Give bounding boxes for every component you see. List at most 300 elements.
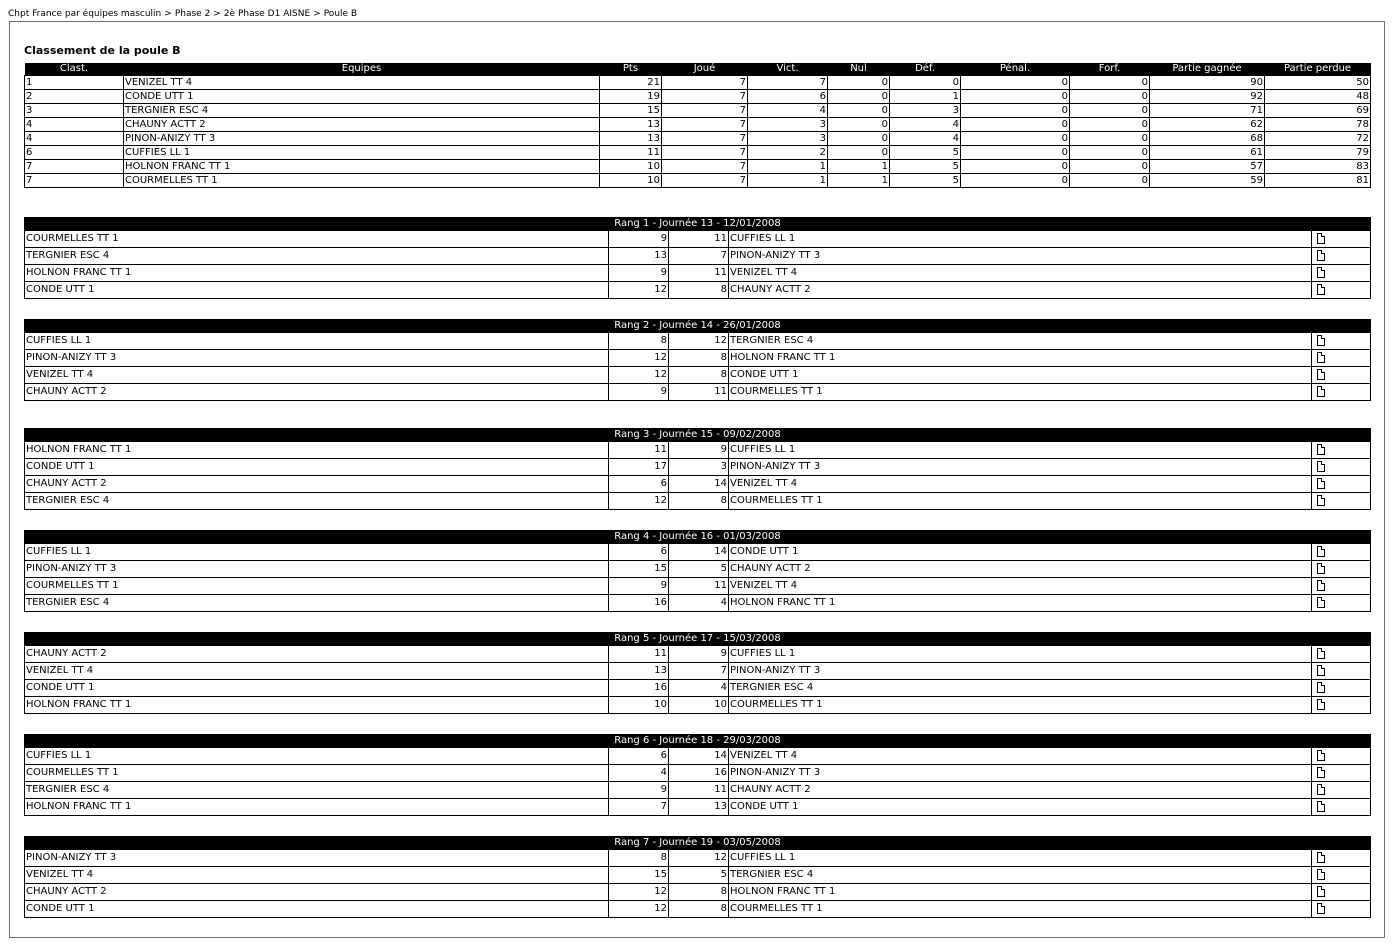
away-score: 11 xyxy=(669,578,729,595)
document-icon[interactable] xyxy=(1317,369,1325,380)
document-icon[interactable] xyxy=(1317,903,1325,914)
stat-cell: 50 xyxy=(1265,76,1371,90)
away-score: 14 xyxy=(669,748,729,765)
document-icon[interactable] xyxy=(1317,767,1325,778)
match-sheet-cell[interactable] xyxy=(1312,867,1371,884)
match-sheet-cell[interactable] xyxy=(1312,884,1371,901)
match-row xyxy=(25,799,1371,816)
document-icon[interactable] xyxy=(1317,386,1325,397)
home-team[interactable]: CHAUNY ACTT 2 xyxy=(25,384,609,401)
stat-cell: 3 xyxy=(748,132,828,146)
stat-cell: 68 xyxy=(1150,132,1265,146)
home-team[interactable]: VENIZEL TT 4 xyxy=(25,367,609,384)
stat-cell: 10 xyxy=(600,174,662,188)
away-team[interactable]: CHAUNY ACTT 2 xyxy=(729,561,1312,578)
stat-cell: 5 xyxy=(890,160,961,174)
stat-cell: 2 xyxy=(748,146,828,160)
match-sheet-cell[interactable] xyxy=(1312,799,1371,816)
match-row xyxy=(25,697,1371,714)
rank-cell: 1 xyxy=(25,76,124,90)
team-name[interactable]: CHAUNY ACTT 2 xyxy=(124,118,600,132)
round-title: Rang 6 - Journée 18 - 29/03/2008 xyxy=(25,735,1371,748)
match-sheet-cell[interactable] xyxy=(1312,680,1371,697)
stat-cell: 4 xyxy=(890,118,961,132)
stat-cell: 0 xyxy=(828,104,890,118)
team-name[interactable]: TERGNIER ESC 4 xyxy=(124,104,600,118)
stat-cell: 78 xyxy=(1265,118,1371,132)
stat-cell: 4 xyxy=(890,132,961,146)
breadcrumb-separator: > xyxy=(164,9,172,19)
match-sheet-cell[interactable] xyxy=(1312,578,1371,595)
stat-cell: 92 xyxy=(1150,90,1265,104)
home-score: 12 xyxy=(609,350,669,367)
away-team[interactable]: VENIZEL TT 4 xyxy=(729,476,1312,493)
standings-row xyxy=(25,76,1371,90)
stat-cell: 0 xyxy=(1070,146,1150,160)
away-score: 8 xyxy=(669,884,729,901)
match-sheet-cell[interactable] xyxy=(1312,459,1371,476)
away-team[interactable]: VENIZEL TT 4 xyxy=(729,265,1312,282)
round-table xyxy=(24,836,1371,918)
match-row xyxy=(25,561,1371,578)
stat-cell: 7 xyxy=(662,174,748,188)
home-score: 13 xyxy=(609,248,669,265)
round-header-row xyxy=(25,218,1371,231)
document-icon[interactable] xyxy=(1317,546,1325,557)
away-team[interactable]: CONDE UTT 1 xyxy=(729,799,1312,816)
document-icon[interactable] xyxy=(1317,665,1325,676)
team-name[interactable]: COURMELLES TT 1 xyxy=(124,174,600,188)
home-team[interactable]: PINON-ANIZY TT 3 xyxy=(25,561,609,578)
home-score: 12 xyxy=(609,282,669,299)
stat-cell: 0 xyxy=(890,76,961,90)
home-team[interactable]: CONDE UTT 1 xyxy=(25,459,609,476)
home-team[interactable]: COURMELLES TT 1 xyxy=(25,765,609,782)
stat-cell: 7 xyxy=(748,76,828,90)
away-score: 4 xyxy=(669,595,729,612)
away-team[interactable]: COURMELLES TT 1 xyxy=(729,493,1312,510)
breadcrumb-item[interactable]: Phase 2 xyxy=(174,9,211,19)
away-team[interactable]: TERGNIER ESC 4 xyxy=(729,867,1312,884)
stat-cell: 1 xyxy=(890,90,961,104)
home-team[interactable]: TERGNIER ESC 4 xyxy=(25,248,609,265)
match-sheet-cell[interactable] xyxy=(1312,231,1371,248)
document-icon[interactable] xyxy=(1317,648,1325,659)
stat-cell: 1 xyxy=(748,174,828,188)
away-score: 12 xyxy=(669,850,729,867)
document-icon[interactable] xyxy=(1317,563,1325,574)
rank-cell: 3 xyxy=(25,104,124,118)
match-row xyxy=(25,333,1371,350)
round-table xyxy=(24,428,1371,510)
round-header-row xyxy=(25,320,1371,333)
home-team[interactable]: TERGNIER ESC 4 xyxy=(25,782,609,799)
match-row xyxy=(25,282,1371,299)
stat-cell: 19 xyxy=(600,90,662,104)
match-sheet-cell[interactable] xyxy=(1312,544,1371,561)
away-score: 9 xyxy=(669,646,729,663)
column-header: Nul xyxy=(828,63,890,76)
match-row xyxy=(25,646,1371,663)
match-row xyxy=(25,782,1371,799)
home-team[interactable]: TERGNIER ESC 4 xyxy=(25,493,609,510)
home-team[interactable]: COURMELLES TT 1 xyxy=(25,578,609,595)
stat-cell: 48 xyxy=(1265,90,1371,104)
away-team[interactable]: HOLNON FRANC TT 1 xyxy=(729,884,1312,901)
stat-cell: 5 xyxy=(890,174,961,188)
stat-cell: 69 xyxy=(1265,104,1371,118)
stat-cell: 0 xyxy=(961,160,1070,174)
stat-cell: 72 xyxy=(1265,132,1371,146)
away-score: 14 xyxy=(669,476,729,493)
document-icon[interactable] xyxy=(1317,352,1325,363)
away-team[interactable]: PINON-ANIZY TT 3 xyxy=(729,248,1312,265)
stat-cell: 1 xyxy=(828,174,890,188)
stat-cell: 7 xyxy=(662,90,748,104)
away-score: 8 xyxy=(669,367,729,384)
stat-cell: 7 xyxy=(662,132,748,146)
stat-cell: 0 xyxy=(828,146,890,160)
document-icon[interactable] xyxy=(1317,580,1325,591)
home-team[interactable]: COURMELLES TT 1 xyxy=(25,231,609,248)
breadcrumb-separator: > xyxy=(213,9,221,19)
stat-cell: 3 xyxy=(748,118,828,132)
match-sheet-cell[interactable] xyxy=(1312,595,1371,612)
stat-cell: 1 xyxy=(828,160,890,174)
match-row xyxy=(25,493,1371,510)
match-sheet-cell[interactable] xyxy=(1312,282,1371,299)
home-team[interactable]: CHAUNY ACTT 2 xyxy=(25,884,609,901)
match-sheet-cell[interactable] xyxy=(1312,493,1371,510)
home-score: 17 xyxy=(609,459,669,476)
match-sheet-cell[interactable] xyxy=(1312,765,1371,782)
away-score: 12 xyxy=(669,333,729,350)
breadcrumb-item[interactable]: Chpt France par équipes masculin xyxy=(8,9,162,19)
document-icon[interactable] xyxy=(1317,784,1325,795)
column-header: Forf. xyxy=(1070,63,1150,76)
stat-cell: 57 xyxy=(1150,160,1265,174)
stat-cell: 4 xyxy=(748,104,828,118)
stat-cell: 0 xyxy=(961,90,1070,104)
home-score: 9 xyxy=(609,231,669,248)
team-name[interactable]: VENIZEL TT 4 xyxy=(124,76,600,90)
home-team[interactable]: CONDE UTT 1 xyxy=(25,680,609,697)
column-header: Pts xyxy=(600,63,662,76)
home-score: 15 xyxy=(609,867,669,884)
match-sheet-cell[interactable] xyxy=(1312,646,1371,663)
match-row xyxy=(25,884,1371,901)
rank-cell: 7 xyxy=(25,174,124,188)
match-sheet-cell[interactable] xyxy=(1312,442,1371,459)
away-team[interactable]: CHAUNY ACTT 2 xyxy=(729,782,1312,799)
home-score: 11 xyxy=(609,442,669,459)
away-team[interactable]: COURMELLES TT 1 xyxy=(729,697,1312,714)
stat-cell: 0 xyxy=(1070,118,1150,132)
stat-cell: 13 xyxy=(600,132,662,146)
round-title: Rang 2 - Journée 14 - 26/01/2008 xyxy=(25,320,1371,333)
document-icon[interactable] xyxy=(1317,233,1325,244)
stat-cell: 21 xyxy=(600,76,662,90)
match-row xyxy=(25,901,1371,918)
away-score: 5 xyxy=(669,561,729,578)
stat-cell: 7 xyxy=(662,160,748,174)
match-row xyxy=(25,680,1371,697)
away-score: 11 xyxy=(669,782,729,799)
stat-cell: 0 xyxy=(961,174,1070,188)
match-sheet-cell[interactable] xyxy=(1312,561,1371,578)
match-sheet-cell[interactable] xyxy=(1312,850,1371,867)
away-score: 5 xyxy=(669,867,729,884)
away-team[interactable]: HOLNON FRANC TT 1 xyxy=(729,595,1312,612)
away-team[interactable]: PINON-ANIZY TT 3 xyxy=(729,765,1312,782)
home-score: 8 xyxy=(609,333,669,350)
home-team[interactable]: CHAUNY ACTT 2 xyxy=(25,476,609,493)
away-team[interactable]: VENIZEL TT 4 xyxy=(729,748,1312,765)
stat-cell: 0 xyxy=(1070,76,1150,90)
document-icon[interactable] xyxy=(1317,886,1325,897)
match-sheet-cell[interactable] xyxy=(1312,384,1371,401)
document-icon[interactable] xyxy=(1317,682,1325,693)
home-score: 6 xyxy=(609,476,669,493)
match-sheet-cell[interactable] xyxy=(1312,367,1371,384)
stat-cell: 71 xyxy=(1150,104,1265,118)
match-sheet-cell[interactable] xyxy=(1312,248,1371,265)
team-name[interactable]: CUFFIES LL 1 xyxy=(124,146,600,160)
standings-row xyxy=(25,132,1371,146)
round-table xyxy=(24,734,1371,816)
rank-cell: 7 xyxy=(25,160,124,174)
round-title: Rang 4 - Journée 16 - 01/03/2008 xyxy=(25,531,1371,544)
match-row xyxy=(25,748,1371,765)
home-team[interactable]: HOLNON FRANC TT 1 xyxy=(25,265,609,282)
team-name[interactable]: PINON-ANIZY TT 3 xyxy=(124,132,600,146)
away-score: 8 xyxy=(669,493,729,510)
home-score: 15 xyxy=(609,561,669,578)
away-score: 11 xyxy=(669,265,729,282)
home-team[interactable]: HOLNON FRANC TT 1 xyxy=(25,799,609,816)
round-header-row xyxy=(25,429,1371,442)
document-icon[interactable] xyxy=(1317,461,1325,472)
away-team[interactable]: CUFFIES LL 1 xyxy=(729,646,1312,663)
home-score: 12 xyxy=(609,493,669,510)
away-score: 7 xyxy=(669,248,729,265)
match-row xyxy=(25,578,1371,595)
column-header: Equipes xyxy=(124,63,600,76)
standings-row xyxy=(25,160,1371,174)
away-score: 14 xyxy=(669,544,729,561)
match-sheet-cell[interactable] xyxy=(1312,901,1371,918)
document-icon[interactable] xyxy=(1317,597,1325,608)
home-team[interactable]: CUFFIES LL 1 xyxy=(25,333,609,350)
stat-cell: 1 xyxy=(748,160,828,174)
stat-cell: 7 xyxy=(662,146,748,160)
round-title: Rang 5 - Journée 17 - 15/03/2008 xyxy=(25,633,1371,646)
stat-cell: 0 xyxy=(828,118,890,132)
match-row xyxy=(25,476,1371,493)
away-team[interactable]: HOLNON FRANC TT 1 xyxy=(729,350,1312,367)
stat-cell: 0 xyxy=(828,132,890,146)
column-header: Clast. xyxy=(25,63,124,76)
stat-cell: 15 xyxy=(600,104,662,118)
team-name[interactable]: HOLNON FRANC TT 1 xyxy=(124,160,600,174)
stat-cell: 7 xyxy=(662,104,748,118)
breadcrumb-separator: > xyxy=(313,9,321,19)
match-row xyxy=(25,265,1371,282)
standings-row xyxy=(25,104,1371,118)
breadcrumb-item[interactable]: Poule B xyxy=(323,9,358,19)
away-team[interactable]: CONDE UTT 1 xyxy=(729,367,1312,384)
home-team[interactable]: TERGNIER ESC 4 xyxy=(25,595,609,612)
rank-cell: 4 xyxy=(25,132,124,146)
stat-cell: 0 xyxy=(1070,104,1150,118)
round-header-row xyxy=(25,633,1371,646)
document-icon[interactable] xyxy=(1317,869,1325,880)
document-icon[interactable] xyxy=(1317,852,1325,863)
match-sheet-cell[interactable] xyxy=(1312,265,1371,282)
home-team[interactable]: PINON-ANIZY TT 3 xyxy=(25,350,609,367)
standings-row xyxy=(25,174,1371,188)
home-score: 6 xyxy=(609,544,669,561)
stat-cell: 10 xyxy=(600,160,662,174)
home-score: 9 xyxy=(609,578,669,595)
column-header: Partie perdue xyxy=(1265,63,1371,76)
away-score: 11 xyxy=(669,384,729,401)
stat-cell: 0 xyxy=(1070,160,1150,174)
stat-cell: 0 xyxy=(828,90,890,104)
stat-cell: 83 xyxy=(1265,160,1371,174)
page-title: Classement de la poule B xyxy=(24,44,181,57)
away-score: 16 xyxy=(669,765,729,782)
document-icon[interactable] xyxy=(1317,250,1325,261)
home-team[interactable]: CUFFIES LL 1 xyxy=(25,544,609,561)
match-sheet-cell[interactable] xyxy=(1312,333,1371,350)
match-row xyxy=(25,248,1371,265)
away-team[interactable]: VENIZEL TT 4 xyxy=(729,578,1312,595)
breadcrumb-item[interactable]: 2è Phase D1 AISNE xyxy=(223,9,311,19)
match-row xyxy=(25,663,1371,680)
document-icon[interactable] xyxy=(1317,801,1325,812)
home-team[interactable]: VENIZEL TT 4 xyxy=(25,663,609,680)
stat-cell: 6 xyxy=(748,90,828,104)
away-team[interactable]: PINON-ANIZY TT 3 xyxy=(729,663,1312,680)
away-score: 8 xyxy=(669,901,729,918)
document-icon[interactable] xyxy=(1317,750,1325,761)
stat-cell: 81 xyxy=(1265,174,1371,188)
column-header: Pénal. xyxy=(961,63,1070,76)
standings-row xyxy=(25,118,1371,132)
away-score: 4 xyxy=(669,680,729,697)
away-team[interactable]: PINON-ANIZY TT 3 xyxy=(729,459,1312,476)
match-row xyxy=(25,442,1371,459)
match-row xyxy=(25,544,1371,561)
stat-cell: 0 xyxy=(1070,90,1150,104)
home-score: 9 xyxy=(609,265,669,282)
document-icon[interactable] xyxy=(1317,478,1325,489)
home-team[interactable]: HOLNON FRANC TT 1 xyxy=(25,442,609,459)
home-team[interactable]: HOLNON FRANC TT 1 xyxy=(25,697,609,714)
stat-cell: 61 xyxy=(1150,146,1265,160)
away-score: 9 xyxy=(669,442,729,459)
away-team[interactable]: COURMELLES TT 1 xyxy=(729,384,1312,401)
stat-cell: 0 xyxy=(828,76,890,90)
home-team[interactable]: PINON-ANIZY TT 3 xyxy=(25,850,609,867)
round-table xyxy=(24,632,1371,714)
home-score: 11 xyxy=(609,646,669,663)
document-icon[interactable] xyxy=(1317,284,1325,295)
home-team[interactable]: CHAUNY ACTT 2 xyxy=(25,646,609,663)
home-team[interactable]: CUFFIES LL 1 xyxy=(25,748,609,765)
match-row xyxy=(25,231,1371,248)
match-sheet-cell[interactable] xyxy=(1312,782,1371,799)
match-sheet-cell[interactable] xyxy=(1312,350,1371,367)
stat-cell: 0 xyxy=(961,76,1070,90)
home-team[interactable]: VENIZEL TT 4 xyxy=(25,867,609,884)
stat-cell: 59 xyxy=(1150,174,1265,188)
home-score: 12 xyxy=(609,901,669,918)
match-row xyxy=(25,459,1371,476)
rank-cell: 6 xyxy=(25,146,124,160)
match-sheet-cell[interactable] xyxy=(1312,748,1371,765)
match-row xyxy=(25,850,1371,867)
away-team[interactable]: TERGNIER ESC 4 xyxy=(729,680,1312,697)
document-icon[interactable] xyxy=(1317,495,1325,506)
column-header: Vict. xyxy=(748,63,828,76)
away-team[interactable]: TERGNIER ESC 4 xyxy=(729,333,1312,350)
away-team[interactable]: COURMELLES TT 1 xyxy=(729,901,1312,918)
document-icon[interactable] xyxy=(1317,335,1325,346)
away-score: 8 xyxy=(669,282,729,299)
away-score: 8 xyxy=(669,350,729,367)
round-table xyxy=(24,319,1371,401)
team-name[interactable]: CONDE UTT 1 xyxy=(124,90,600,104)
away-team[interactable]: CONDE UTT 1 xyxy=(729,544,1312,561)
stat-cell: 5 xyxy=(890,146,961,160)
standings-table xyxy=(24,63,1371,188)
match-sheet-cell[interactable] xyxy=(1312,663,1371,680)
away-team[interactable]: CHAUNY ACTT 2 xyxy=(729,282,1312,299)
away-score: 10 xyxy=(669,697,729,714)
match-sheet-cell[interactable] xyxy=(1312,697,1371,714)
stat-cell: 7 xyxy=(662,118,748,132)
away-team[interactable]: CUFFIES LL 1 xyxy=(729,442,1312,459)
home-team[interactable]: CONDE UTT 1 xyxy=(25,282,609,299)
round-header-row xyxy=(25,735,1371,748)
match-sheet-cell[interactable] xyxy=(1312,476,1371,493)
stat-cell: 0 xyxy=(961,132,1070,146)
standings-header-row xyxy=(25,63,1371,76)
stat-cell: 3 xyxy=(890,104,961,118)
stat-cell: 0 xyxy=(961,118,1070,132)
match-row xyxy=(25,367,1371,384)
away-team[interactable]: CUFFIES LL 1 xyxy=(729,850,1312,867)
home-score: 12 xyxy=(609,884,669,901)
document-icon[interactable] xyxy=(1317,699,1325,710)
away-team[interactable]: CUFFIES LL 1 xyxy=(729,231,1312,248)
home-score: 16 xyxy=(609,680,669,697)
document-icon[interactable] xyxy=(1317,267,1325,278)
home-score: 13 xyxy=(609,663,669,680)
round-table xyxy=(24,530,1371,612)
stat-cell: 11 xyxy=(600,146,662,160)
home-score: 4 xyxy=(609,765,669,782)
round-header-row xyxy=(25,837,1371,850)
document-icon[interactable] xyxy=(1317,444,1325,455)
home-score: 12 xyxy=(609,367,669,384)
rank-cell: 2 xyxy=(25,90,124,104)
home-score: 8 xyxy=(609,850,669,867)
home-team[interactable]: CONDE UTT 1 xyxy=(25,901,609,918)
match-row xyxy=(25,765,1371,782)
